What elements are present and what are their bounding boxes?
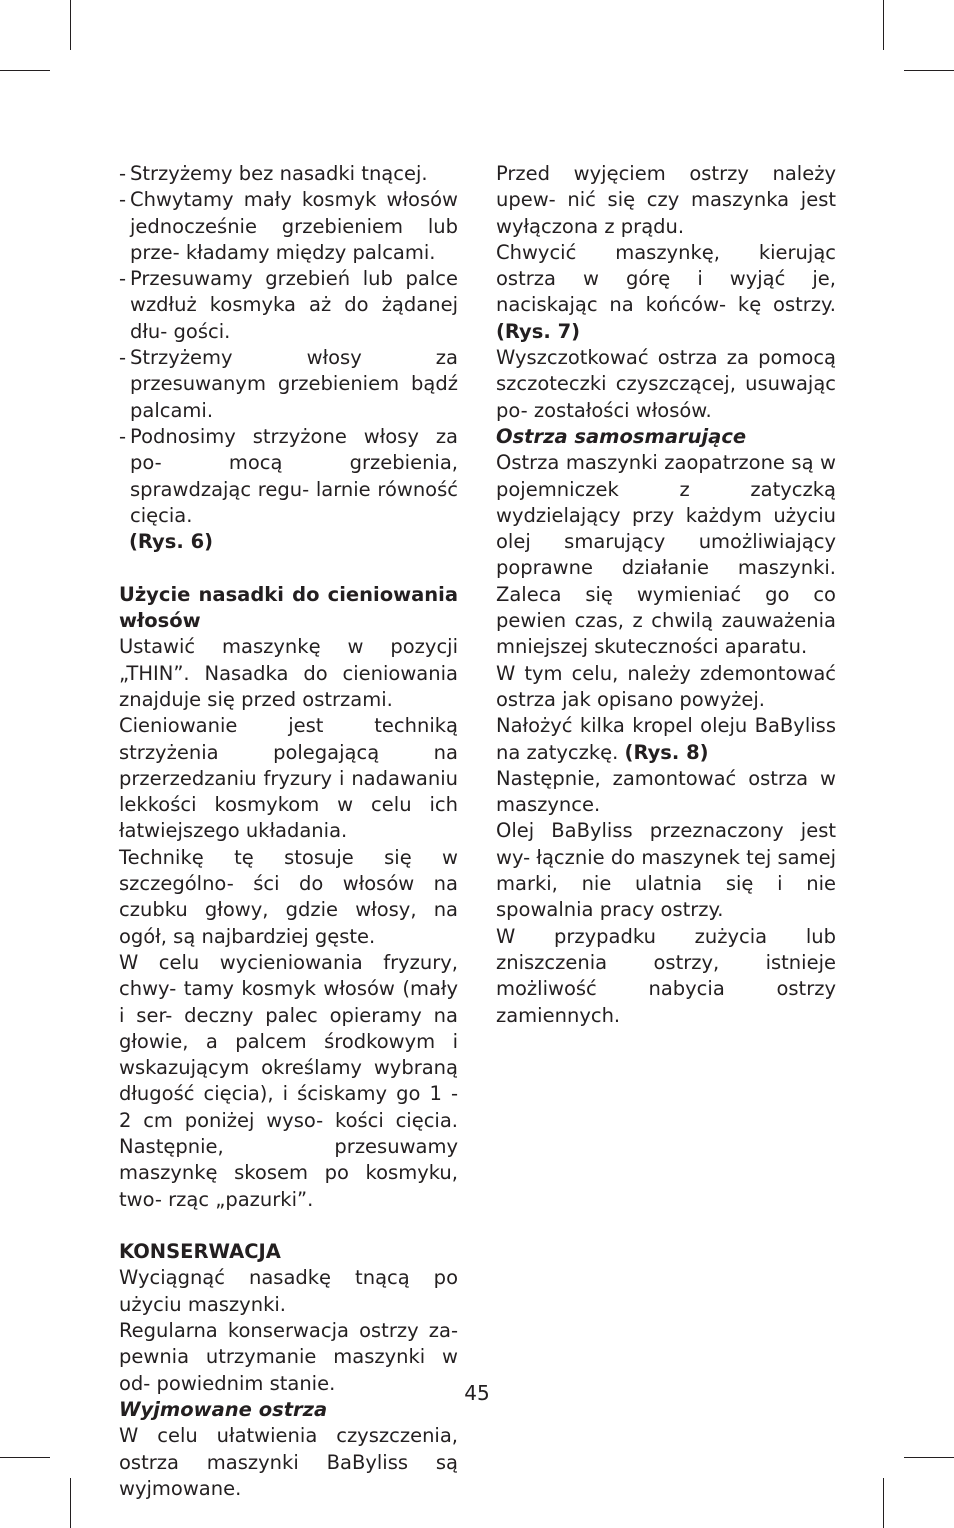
right-column [496,161,836,1029]
bullet-item: - Strzyżemy bez nasadki tnącej. [119,162,428,185]
left-column [119,161,458,1502]
paragraph: Wyszczotkować ostrza za pomocą szczoteczki czyszczącej, usuwając po- zostałości włosów. [496,346,836,422]
paragraph: Regularna konserwacja ostrzy za- pewnia utrzymanie maszynki w od- powiednim stanie. [119,1319,458,1395]
paragraph: Ustawić maszynkę w pozycji „THIN”. Nasadka do cieniowania znajduje się przed ostrzami. [119,635,458,711]
crop-mark-top-left-vertical [70,0,71,50]
paragraph: Olej BaByliss przeznaczony jest wy- łącznie do maszynek tej samej marki, nie ulatnia się i nie spowalnia pracy ostrzy. [496,819,836,922]
paragraph: Chwycić maszynkę, kierując ostrza w górę i wyjąć je, naciskając na końców- kę ostrzy. (Rys. 7) [496,240,836,343]
crop-mark-top-right-vertical [883,0,884,50]
section-heading-maintenance: KONSERWACJA [119,1240,281,1264]
bullet-item: - Strzyżemy włosy za przesuwanym grzebieniem bądź palcami. [119,346,458,422]
crop-mark-bottom-right-horizontal [904,1457,954,1458]
paragraph: W celu wycieniowania fryzury, chwy- tamy kosmyk włosów (mały i ser- deczny palec opieramy na głowie, a palcem środkowym i wskazującym określamy wybraną długość cięcia), i ściskamy go 1 - 2 cm poniżej wyso- kości cięcia. Następnie, przesuwamy maszynkę skosem po kosmyku, two- rząc „pazurki”. [119,950,458,1211]
paragraph: Technikę tę stosuje się w szczególno- ści do włosów na czubku głowy, gdzie włosy, na ogół, są najbardziej gęste. [119,845,458,948]
bullet-item: - Podnosimy strzyżone włosy za po- mocą grzebienia, sprawdzając regu- larnie równość cięcia. [119,424,458,527]
subheading-self-lubricating-blades: Ostrza samosmarujące [496,424,747,448]
crop-mark-bottom-right-vertical [883,1478,884,1528]
crop-mark-bottom-left-horizontal [0,1457,50,1458]
paragraph: Przed wyjęciem ostrzy należy upew- nić się czy maszynka jest wyłączona z prądu. [496,162,836,238]
bullet-item: - Przesuwamy grzebień lub palce wzdłuż kosmyka aż do żądanej dłu- gości. [119,267,458,343]
bullet-item: - Chwytamy mały kosmyk włosów jednocześnie grzebieniem lub prze- kładamy między palcami. [119,188,458,264]
figure-reference: (Rys. 7) [496,319,581,343]
figure-reference: (Rys. 6) [129,530,214,554]
subheading-removable-blades: Wyjmowane ostrza [119,1397,328,1421]
paragraph: W tym celu, należy zdemontować ostrza jak opisano powyżej. [496,661,836,711]
paragraph: W przypadku zużycia lub zniszczenia ostrzy, istnieje możliwość nabycia ostrzy zamiennych. [496,924,836,1027]
paragraph: Wyciągnąć nasadkę tnącą po użyciu maszynki. [119,1266,458,1316]
page-number: 45 [464,1381,490,1405]
paragraph: Cieniowanie jest techniką strzyżenia polegającą na przerzedzaniu fryzury i nadawaniu lekkości kosmykom w celu ich łatwiejszego układania. [119,714,458,843]
crop-mark-top-left-horizontal [0,70,50,71]
figure-reference: (Rys. 8) [624,740,709,764]
paragraph: Nałożyć kilka kropel oleju BaByliss na zatyczkę. (Rys. 8) [496,714,836,764]
paragraph: W celu ułatwienia czyszczenia, ostrza maszynki BaByliss są wyjmowane. [119,1424,458,1500]
crop-mark-top-right-horizontal [904,70,954,71]
paragraph: Następnie, zamontować ostrza w maszynce. [496,766,836,817]
section-heading-thinning: Użycie nasadki do cieniowania włosów [119,582,458,633]
paragraph: Ostrza maszynki zaopatrzone są w pojemniczek z zatyczką wydzielający przy każdym użyciu olej smarujący umożliwiający poprawne działanie maszynki. Zaleca się wymieniać go co pewien czas, z chwilą zauważenia mniejszej skuteczności aparatu. [496,451,836,659]
crop-mark-bottom-left-vertical [70,1478,71,1528]
